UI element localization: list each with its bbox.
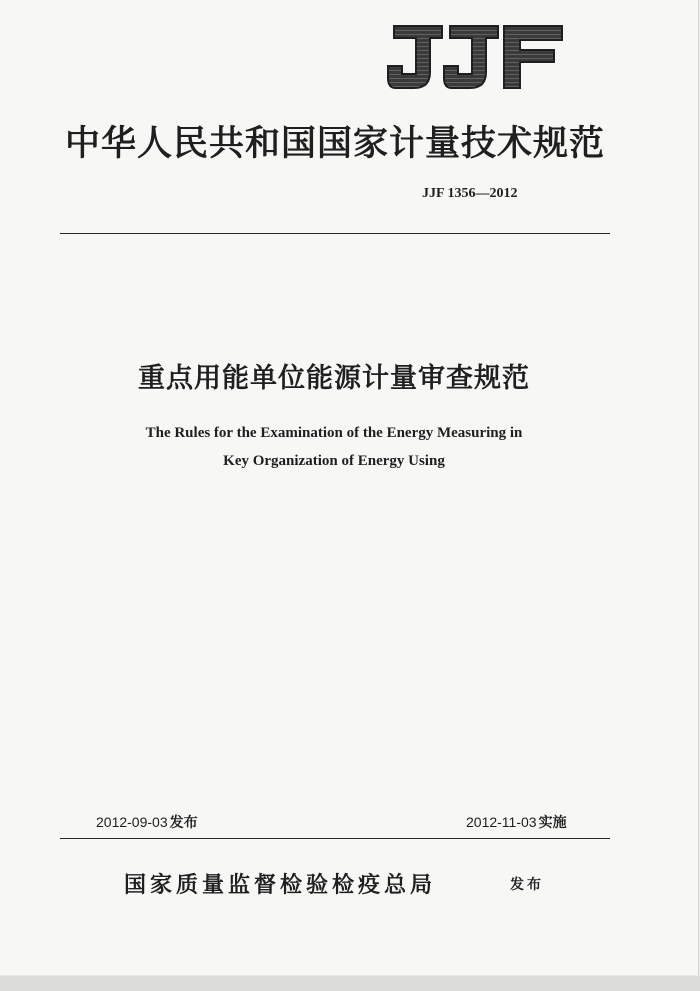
document-title-english-line1: The Rules for the Examination of the Energy Measuring in: [145, 425, 523, 441]
issuing-authority: 国家质量监督检验检疫总局: [124, 872, 437, 898]
document-title-chinese: 重点用能单位能源计量审查规范: [138, 363, 530, 394]
standard-number: JJF 1356—2012: [422, 186, 518, 201]
issue-date-label: 发布: [169, 815, 198, 831]
implementation-date: [466, 812, 567, 832]
implementation-date-label: 实施: [538, 815, 567, 831]
footer-divider: [60, 838, 610, 839]
document-title-english-line2: Key Organization of Energy Using: [223, 453, 445, 469]
issue-date: [96, 812, 198, 832]
header-divider: [60, 233, 610, 234]
implementation-date-value: 2012-11-03: [466, 814, 537, 830]
scan-edge: [0, 976, 700, 991]
issuing-authority-suffix: 发布: [510, 877, 544, 893]
issue-date-value: 2012-09-03: [96, 814, 168, 830]
standard-title: 中华人民共和国国家计量技术规范: [64, 123, 605, 164]
jjf-logo: [386, 22, 566, 92]
